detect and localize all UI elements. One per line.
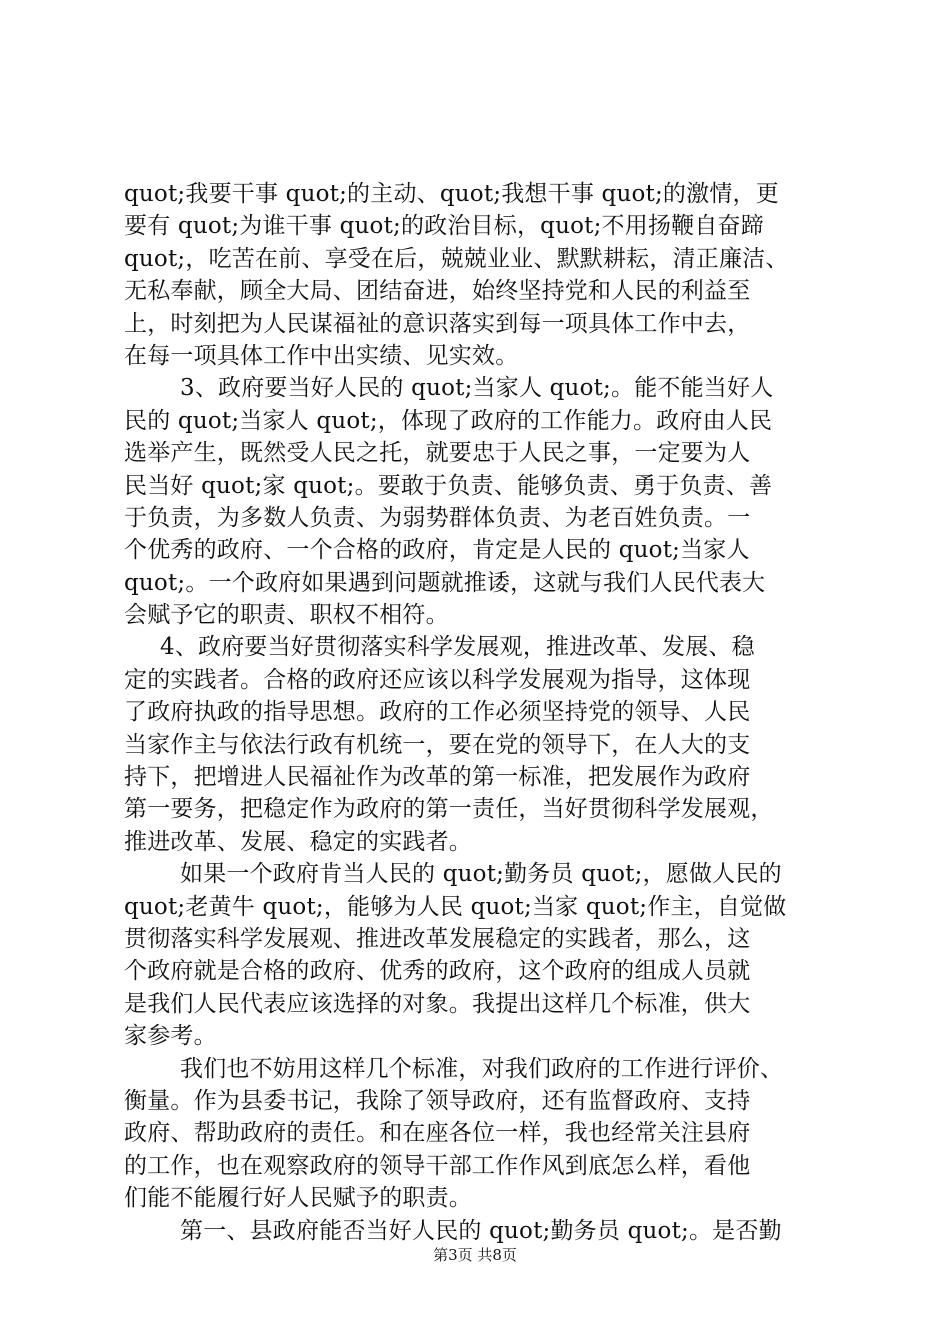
text-line: 民当好 quot;家 quot;。要敢于负责、能够负责、勇于负责、善 — [124, 472, 773, 499]
text-line: 如果一个政府肯当人民的 quot;勤务员 quot;，愿做人民的 — [180, 861, 782, 888]
text-line: 持下，把增进人民福祉作为改革的第一标准，把发展作为政府 — [124, 764, 751, 791]
text-line: 第一要务，把稳定作为政府的第一责任，当好贯彻科学发展观， — [124, 796, 774, 823]
text-line: quot;我要干事 quot;的主动、quot;我想干事 quot;的激情，更 — [124, 181, 779, 207]
text-line: 会赋予它的职责、职权不相符。 — [124, 602, 449, 629]
document-body — [124, 178, 842, 1247]
text-line: 衡量。作为县委书记，我除了领导政府，还有监督政府、支持 — [124, 1087, 751, 1114]
text-line: 在每一项具体工作中出实绩、见实效。 — [124, 342, 519, 369]
text-line: 贯彻落实科学发展观、推进改革发展稳定的实践者，那么，这 — [124, 925, 751, 952]
text-line: 是我们人民代表应该选择的对象。我提出这样几个标准，供大 — [124, 990, 751, 1017]
text-line: 于负责，为多数人负责、为弱势群体负责、为老百姓负责。一 — [124, 504, 751, 531]
text-line: 上，时刻把为人民谋福祉的意识落实到每一项具体工作中去， — [124, 310, 751, 337]
text-line: 了政府执政的指导思想。政府的工作必须坚持党的领导、人民 — [124, 699, 751, 726]
text-line: 无私奉献，顾全大局、团结奋进，始终坚持党和人民的利益至 — [124, 278, 751, 305]
text-line: 民的 quot;当家人 quot;，体现了政府的工作能力。政府由人民 — [124, 407, 773, 434]
text-line: 政府、帮助政府的责任。和在座各位一样，我也经常关注县府 — [124, 1120, 751, 1147]
text-line: 当家作主与依法行政有机统一，要在党的领导下，在人大的支 — [124, 731, 751, 758]
text-line: 推进改革、发展、稳定的实践者。 — [124, 828, 472, 855]
text-line: 们能不能履行好人民赋予的职责。 — [124, 1185, 472, 1212]
text-line: 要有 quot;为谁干事 quot;的政治目标，quot;不用扬鞭自奋蹄 — [124, 213, 764, 240]
text-line: 4、政府要当好贯彻落实科学发展观，推进改革、发展、稳 — [160, 634, 755, 661]
text-line: 个政府就是合格的政府、优秀的政府，这个政府的组成人员就 — [124, 958, 751, 985]
page-number-footer: 第3页 共8页 — [433, 1246, 517, 1264]
text-line: 定的实践者。合格的政府还应该以科学发展观为指导，这体现 — [124, 666, 751, 693]
text-line: 我们也不妨用这样几个标准，对我们政府的工作进行评价、 — [180, 1055, 784, 1082]
text-line: quot;老黄牛 quot;，能够为人民 quot;当家 quot;作主，自觉做 — [124, 893, 787, 920]
text-line: 第一、县政府能否当好人民的 quot;勤务员 quot;。是否勤 — [180, 1217, 782, 1244]
text-line: 的工作，也在观察政府的领导干部工作作风到底怎么样，看他 — [124, 1152, 751, 1179]
text-line: 选举产生，既然受人民之托，就要忠于人民之事，一定要为人 — [124, 440, 751, 467]
text-line: quot;，吃苦在前、享受在后，兢兢业业、默默耕耘，清正廉洁、 — [124, 245, 789, 272]
text-line: 个优秀的政府、一个合格的政府，肯定是人民的 quot;当家人 — [124, 537, 750, 564]
text-line: 家参考。 — [124, 1023, 217, 1050]
text-line: quot;。一个政府如果遇到问题就推诿，这就与我们人民代表大 — [124, 569, 766, 596]
text-line: 3、政府要当好人民的 quot;当家人 quot;。能不能当好人 — [180, 375, 774, 402]
